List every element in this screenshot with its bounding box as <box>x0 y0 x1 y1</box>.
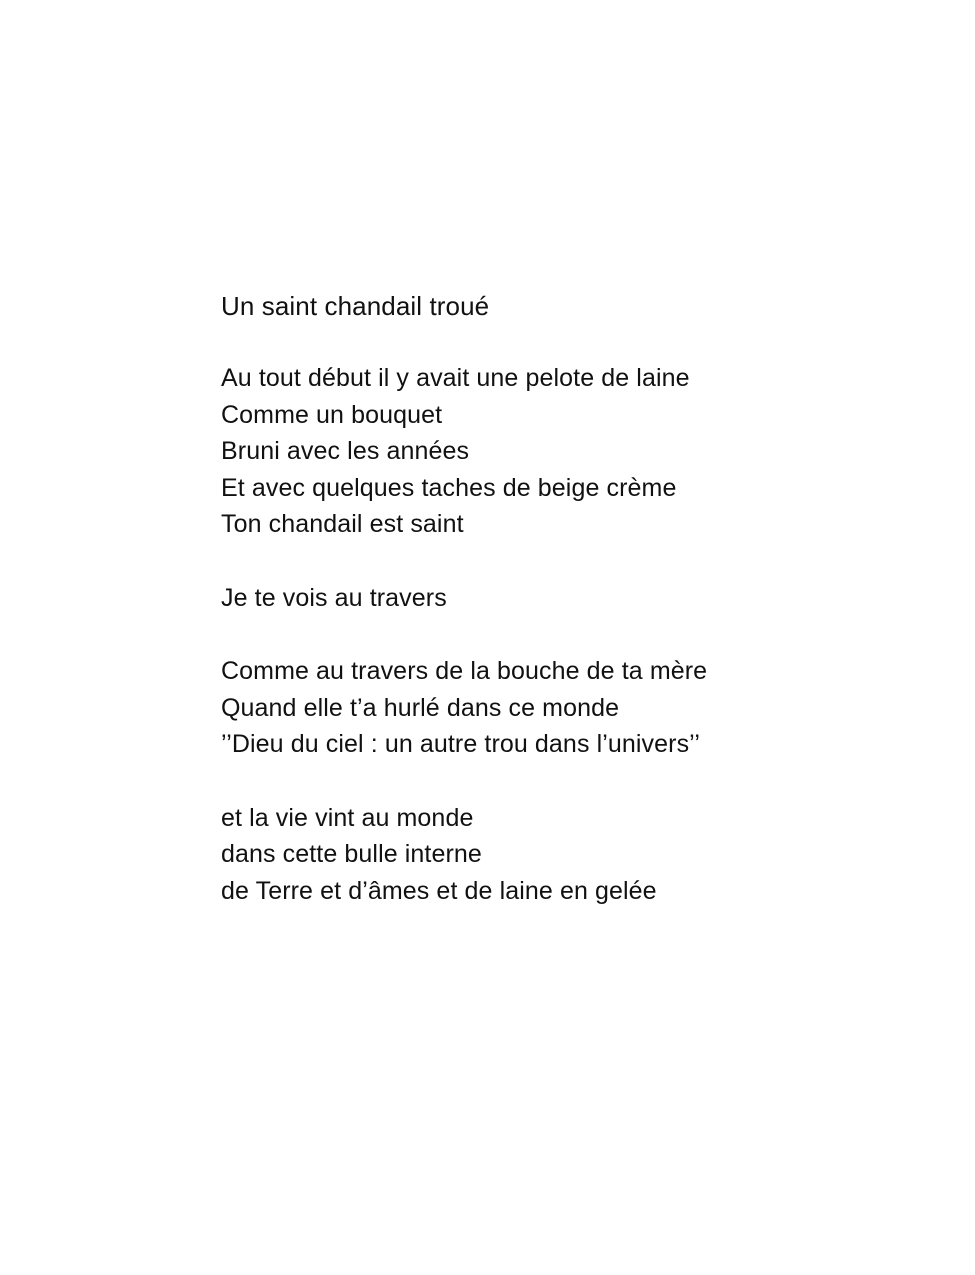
poem-line: Au tout début il y avait une pelote de laine <box>221 364 690 392</box>
poem <box>221 287 861 909</box>
poem-title: Un saint chandail troué <box>221 291 490 321</box>
poem-line: Et avec quelques taches de beige crème <box>221 473 677 502</box>
poem-line: Comme un bouquet <box>221 400 443 429</box>
poem-line: Quand elle t’a hurlé dans ce monde <box>221 693 620 722</box>
poem-line: Comme au travers de la bouche de ta mère <box>221 657 708 685</box>
stanza-1 <box>221 360 861 543</box>
stanza-2 <box>221 580 861 617</box>
poem-line: dans cette bulle interne <box>221 840 482 868</box>
stanza-4 <box>221 800 861 910</box>
stanza-3 <box>221 653 861 763</box>
poem-line: Je te vois au travers <box>221 583 447 612</box>
poem-line: ’’Dieu du ciel : un autre trou dans l’univers’’ <box>221 730 701 758</box>
poem-line: de Terre et d’âmes et de laine en gelée <box>221 876 657 905</box>
poem-line: Ton chandail est saint <box>221 510 464 538</box>
poem-line: et la vie vint au monde <box>221 803 474 832</box>
poem-line: Bruni avec les années <box>221 437 470 465</box>
